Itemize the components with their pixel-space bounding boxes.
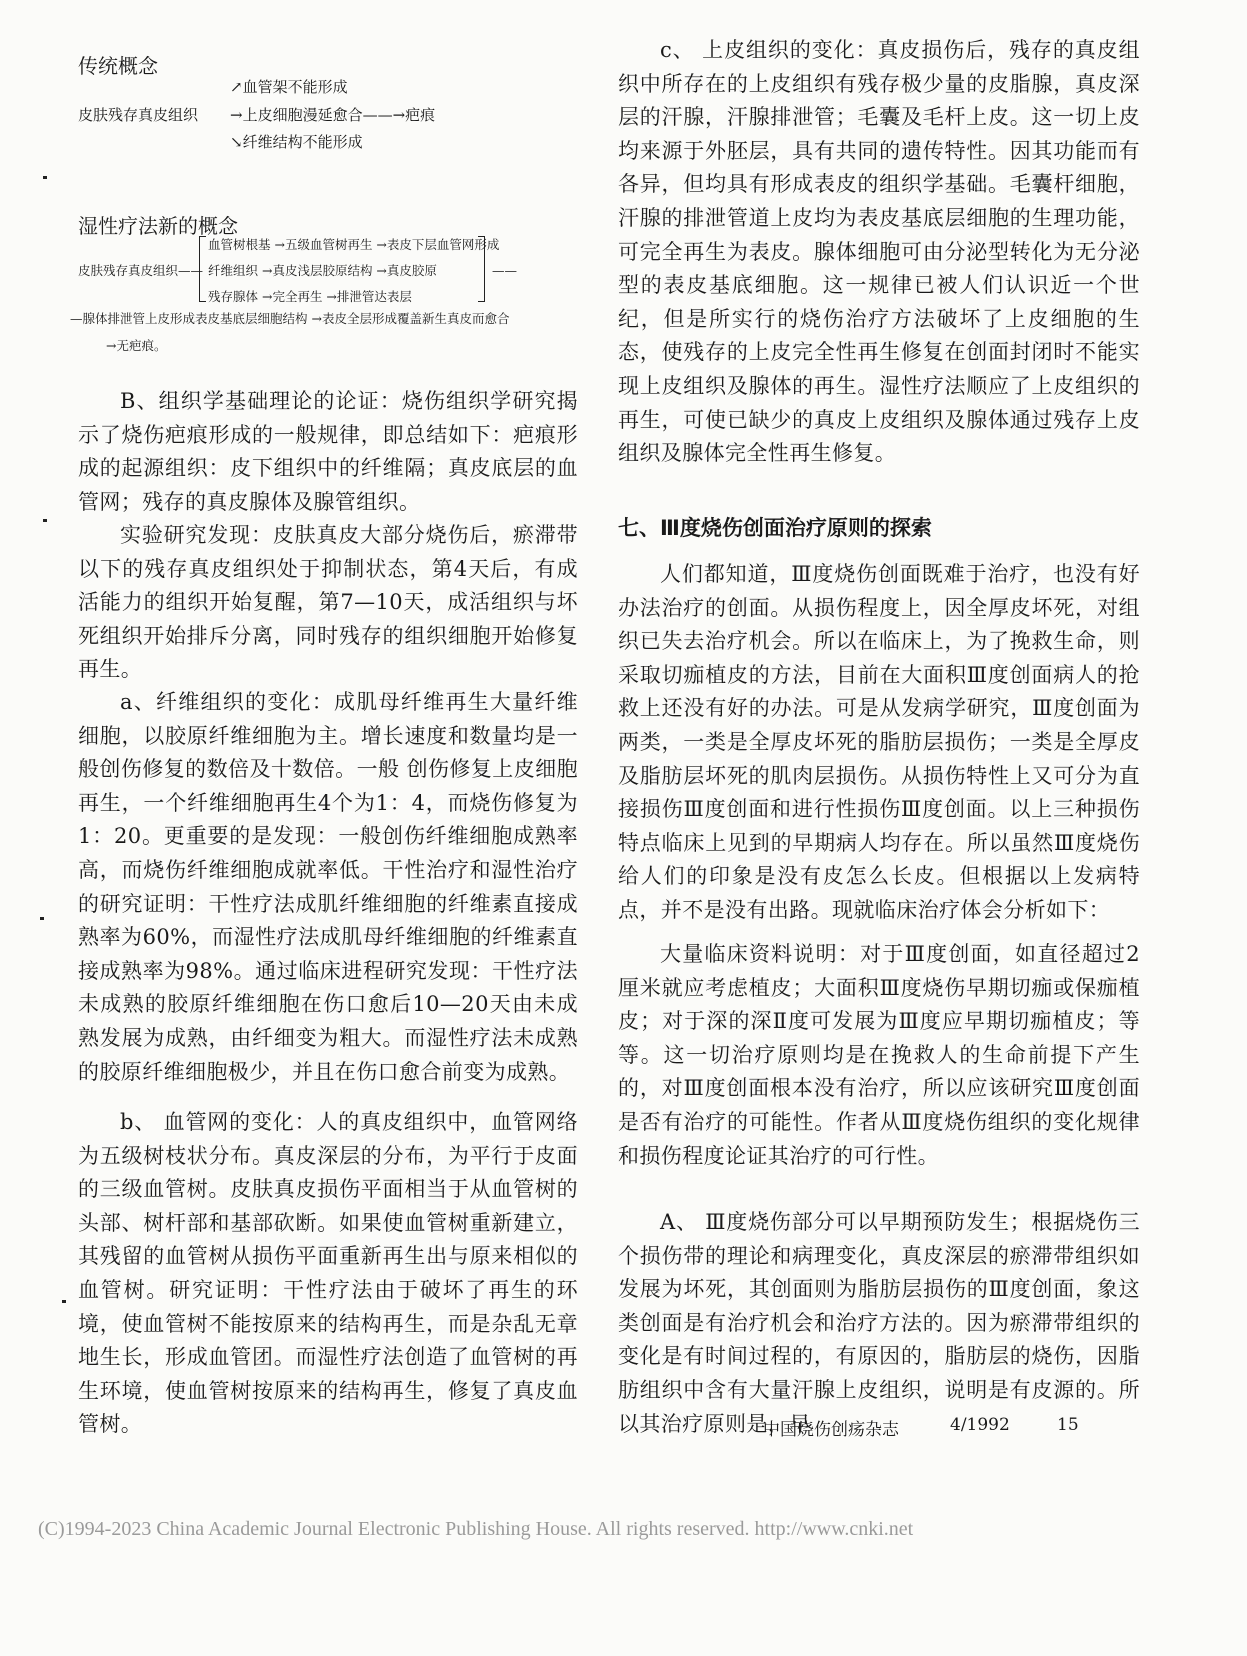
traditional-source: 皮肤残存真皮组织 <box>78 106 199 124</box>
wet-concept-title: 湿性疗法新的概念 <box>78 214 238 238</box>
paragraph-b-vessel: b、 血管网的变化：人的真皮组织中，血管网络为五级树枝状分布。真皮深层的分布，为平行于皮面的三级血管树。皮肤真皮损伤平面相当于从血管树的头部、树杆部和基部砍断。如果使血管树重新建立，其残留的血管树从损伤平面重新再生出与原来相似的血管树。研究证明：干性疗法由于破坏了再生的环境，使血管树不能按原来的结构再生，而是杂乱无章地生长，形成血管团。而湿性疗法创造了血管树的再生环境，使血管树按原来的结构再生，修复了真皮血管树。 <box>78 1110 578 1437</box>
wet-bottom-line-2: →无疤痕。 <box>106 338 167 353</box>
wet-branch-2: 纤维组织 →真皮浅层胶原结构 →真皮胶原 <box>208 263 437 278</box>
scan-speck <box>40 917 44 920</box>
copyright-notice: (C)1994-2023 China Academic Journal Electronic Publishing House. All rights reserved. http://www.cnki.net <box>38 1518 914 1540</box>
paragraph-clinical: 大量临床资料说明：对于Ⅲ度创面，如直径超过2厘米就应考虑植皮；大面积Ⅲ度烧伤早期切痂或保痂植皮；对于深的深Ⅱ度可发展为Ⅲ度应早期切痂植皮；等等。这一切治疗原则均是在挽救人的生命前提下产生的，对Ⅲ度创面根本没有治疗，所以应该研究Ⅲ度创面是否有治疗的可能性。作者从Ⅲ度烧伤组织的变化规律和损伤程度论证其治疗的可行性。 <box>618 942 1140 1168</box>
paragraph-a-fiber: a、纤维组织的变化：成肌母纤维再生大量纤维细胞，以胶原纤维细胞为主。增长速度和数量均是一般创伤修复的数倍及十数倍。一般 创伤修复上皮细胞再生，一个纤维细胞再生4个为1：4，而烧伤修复为1：20。更重要的是发现：一般创伤纤维细胞成熟率高，而烧伤纤维细胞成就率低。干性治疗和湿性治疗的研究证明：干性疗法成肌纤维细胞的纤维素直接成熟率为60%，而湿性疗法成肌母纤维细胞的纤维素直接成熟率为98%。通过临床进程研究发现：干性疗法未成熟的胶原纤维细胞在伤口愈后10—20天由未成熟发展为成熟，由纤细变为粗大。而湿性疗法未成熟的胶原纤维细胞极少，并且在伤口愈合前变为成熟。 <box>78 690 578 1084</box>
wet-source: 皮肤残存真皮组织—— <box>78 263 204 278</box>
wet-branch-3: 残存腺体 →完全再生 →排泄管达表层 <box>208 289 412 304</box>
paragraph-experiment: 实验研究发现：皮肤真皮大部分烧伤后，瘀滞带以下的残存真皮组织处于抑制状态，第4天后，有成活能力的组织开始复醒，第7—10天，成活组织与坏死组织开始排斥分离，同时残存的组织细胞开始修复再生。 <box>78 523 578 682</box>
paragraph-b: B、组织学基础理论的论证：烧伤组织学研究揭示了烧伤疤痕形成的一般规律，即总结如下：疤痕形成的起源组织：皮下组织中的纤维隔；真皮底层的血管网；残存的真皮腺体及腺管组织。 <box>78 389 578 514</box>
scan-speck <box>62 1300 66 1303</box>
wet-tail: —— <box>492 263 517 278</box>
wet-branch-1: 血管树根基 →五级血管树再生 →表皮下层血管网形成 <box>208 237 500 252</box>
section-heading: 七、Ⅲ度烧伤创面治疗原则的探索 <box>618 516 932 540</box>
traditional-branch-1: ↗血管架不能形成 <box>230 78 348 96</box>
scan-speck <box>43 519 47 522</box>
wet-bottom-line-1: —腺体排泄管上皮形成表皮基底层细胞结构 →表皮全层形成覆盖新生真皮而愈合 <box>70 311 510 326</box>
paragraph-intro-iii: 人们都知道，Ⅲ度烧伤创面既难于治疗，也没有好办法治疗的创面。从损伤程度上，因全厚皮坏死，对组织已失去治疗机会。所以在临床上，为了挽救生命，则采取切痂植皮的方法，目前在大面积Ⅲ度创面病人的抢救上还没有好的办法。可是从发病学研究，Ⅲ度创面为两类，一类是全厚皮坏死的脂肪层损伤；一类是全厚皮及脂肪层坏死的肌肉层损伤。从损伤特性上又可分为直接损伤Ⅲ度创面和进行性损伤Ⅲ度创面。以上三种损伤特点临床上见到的早期病人均存在。所以虽然Ⅲ度烧伤给人们的印象是没有皮怎么长皮。但根据以上发病特点，并不是没有出路。现就临床治疗体会分析如下： <box>618 562 1140 922</box>
paragraph-a-prevention: A、 Ⅲ度烧伤部分可以早期预防发生；根据烧伤三个损伤带的理论和病理变化，真皮深层的瘀滞带组织如发展为坏死，其创面则为脂肪层损伤的Ⅲ度创面，象这类创面是有治疗机会和治疗方法的。因为瘀滞带组织的变化是有时间过程的，有原因的，脂肪层的烧伤，因脂肪组织中含有大量汗腺上皮组织，说明是有皮源的。所以其治疗原则是，早 <box>618 1210 1140 1436</box>
traditional-concept-title: 传统概念 <box>78 54 158 78</box>
issue-number: 4/1992 <box>950 1415 1010 1435</box>
paragraph-c-epithelium: c、 上皮组织的变化：真皮损伤后，残存的真皮组织中所存在的上皮组织有残存极少量的皮脂腺，真皮深层的汗腺，汗腺排泄管；毛囊及毛杆上皮。这一切上皮均来源于外胚层，具有共同的遗传特性。因其功能而有各异，但均具有形成表皮的组织学基础。毛囊杆细胞，汗腺的排泄管道上皮均为表皮基底层细胞的生理功能，可完全再生为表皮。腺体细胞可由分泌型转化为无分泌型的表皮基底细胞。这一规律已被人们认识近一个世纪，但是所实行的烧伤治疗方法破坏了上皮细胞的生态，使残存的上皮完全性再生修复在创面封闭时不能实现上皮组织及腺体的再生。湿性疗法顺应了上皮组织的再生，可使已缺少的真皮上皮组织及腺体通过残存上皮组织及腺体完全性再生修复。 <box>618 38 1140 466</box>
scan-speck <box>43 176 47 179</box>
traditional-branch-2: →上皮细胞漫延愈合——→疤痕 <box>230 106 436 124</box>
traditional-branch-3: ↘纤维结构不能形成 <box>230 133 363 151</box>
journal-name: 中国烧伤创疡杂志 <box>763 1420 899 1440</box>
page-number: 15 <box>1057 1415 1079 1435</box>
